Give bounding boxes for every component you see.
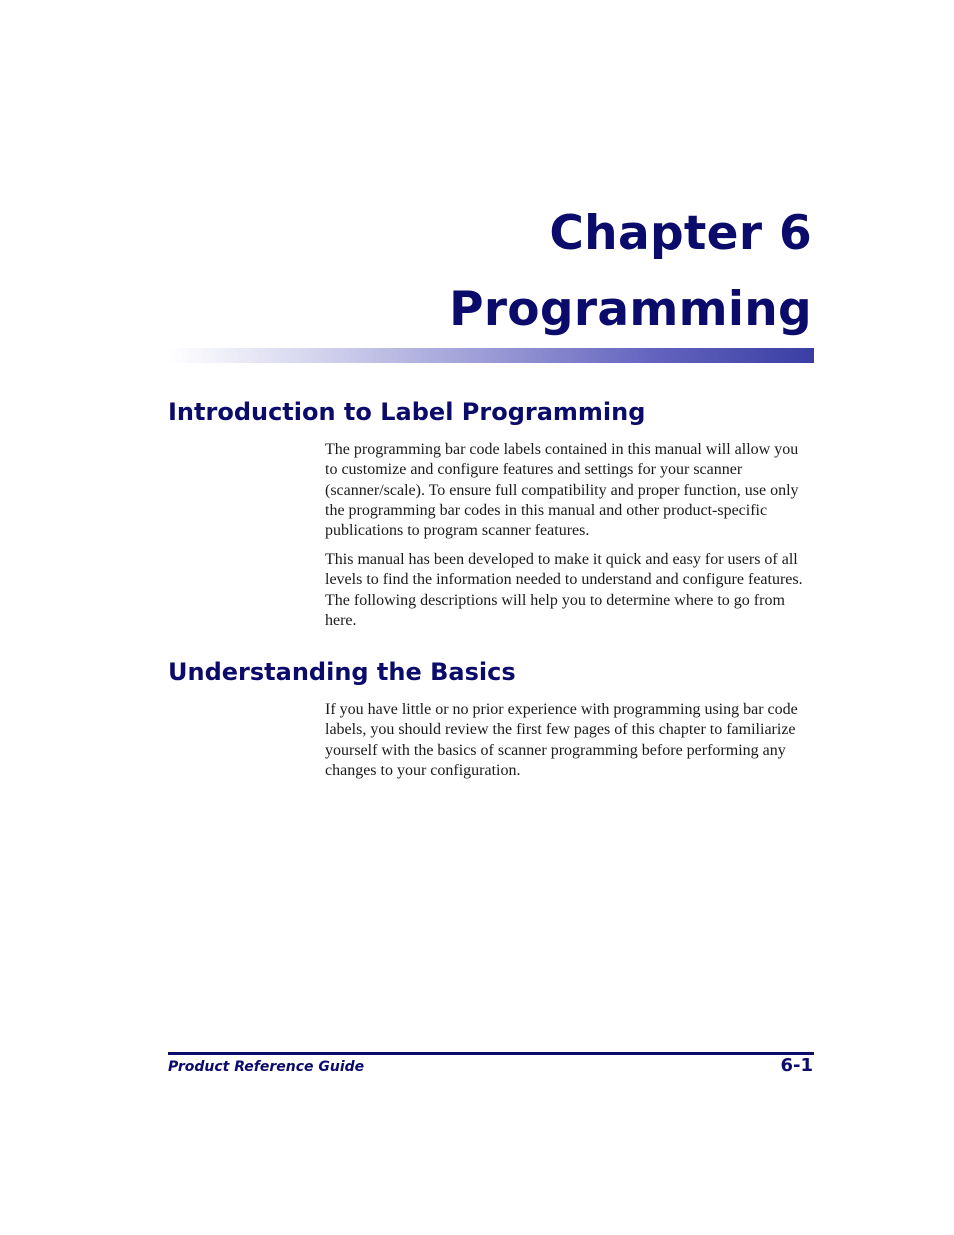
section-heading-introduction: Introduction to Label Programming — [168, 398, 646, 426]
chapter-number: Chapter 6 — [549, 206, 812, 261]
intro-paragraph-2: This manual has been developed to make it quick and easy for users of all levels to find the information needed to understand and configure features. The following descriptions will help you to determine where to go from here. — [325, 551, 803, 629]
footer-guide-title: Product Reference Guide — [168, 1059, 365, 1075]
chapter-name: Programming — [449, 282, 812, 337]
chapter-title — [449, 196, 812, 348]
footer-divider — [168, 1052, 814, 1055]
basics-paragraph-1: If you have little or no prior experience with programming using bar code labels, you should review the first few pages of this chapter to familiarize yourself with the basics of scanner programming before performing any changes to your configuration. — [325, 701, 798, 779]
intro-paragraph-1: The programming bar code labels contained in this manual will allow you to customize and configure features and settings for your scanner (scanner/scale). To ensure full compatibility and proper function, use only the programming bar codes in this manual and other product-specific publications to program scanner features. — [325, 441, 799, 540]
chapter-gradient-divider — [168, 348, 814, 363]
section-heading-basics: Understanding the Basics — [168, 658, 516, 686]
footer-page-number: 6-1 — [780, 1055, 813, 1076]
